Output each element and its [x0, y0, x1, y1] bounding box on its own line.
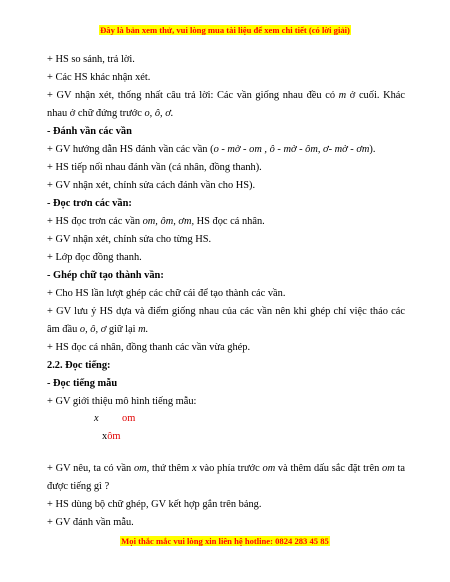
text-span: + GV nêu, ta có vần: [47, 463, 134, 474]
text-span: thứ thêm: [149, 463, 192, 474]
text-line: + HS tiếp nối nhau đánh vần (cá nhân, đồng thanh).: [47, 162, 262, 173]
text-span: + HS đọc trơn các vần: [47, 216, 143, 227]
text-span: + GV nhận xét, thống nhất câu trả lời: Các vần giống nhau đều có: [47, 90, 339, 101]
text-span: ta: [394, 463, 405, 474]
text-span: HS đọc cá nhân.: [194, 216, 265, 227]
text-span: + GV hướng dẫn HS đánh vần các vần (: [47, 144, 214, 155]
top-banner-text: Đây là bản xem thử, vui lòng mua tài liệu để xem chi tiết (có lời giải): [100, 25, 350, 35]
text-line: + Lớp đọc đồng thanh.: [47, 252, 142, 263]
text-span: vào phía trước: [196, 463, 263, 474]
model-consonant: x: [94, 413, 99, 424]
text-line: [47, 90, 405, 102]
italic-span: x: [191, 463, 197, 474]
text-span: ).: [369, 144, 376, 155]
italic-span: m.: [138, 324, 149, 335]
text-line: [47, 144, 405, 156]
text-line: [47, 216, 405, 228]
bottom-banner: [0, 536, 450, 546]
text-line: + GV lưu ý HS dựa và điểm giống nhau của các vần nên khi ghép chỉ việc tháo các: [47, 306, 405, 317]
text-line: + GV nhận xét, chỉnh sửa cách đánh vần cho HS).: [47, 180, 256, 191]
text-line: được tiếng gì ?: [47, 481, 110, 492]
text-line: + GV đánh vần mẫu.: [47, 517, 134, 528]
text-line: [47, 324, 405, 336]
top-banner: [0, 25, 450, 35]
italic-span: o, ô, ơ: [79, 324, 107, 335]
text-line: + GV giới thiệu mô hình tiếng mẫu:: [47, 396, 197, 407]
model-word-rhyme: ôm: [107, 431, 121, 442]
text-line: [47, 463, 405, 475]
italic-span: om: [382, 463, 395, 474]
text-line: [47, 108, 405, 120]
section-heading: - Đọc trơn các vần:: [47, 198, 132, 209]
text-span: nhau ở chữ đứng trước: [47, 108, 145, 119]
italic-span: m: [338, 90, 347, 101]
text-line: + GV nhận xét, chỉnh sửa cho từng HS.: [47, 234, 212, 245]
text-span: ở cuối. Khác: [346, 90, 405, 101]
word-model-parts: [94, 413, 174, 425]
text-span: giữ lại: [106, 324, 139, 335]
italic-span: om: [262, 463, 276, 474]
text-line: + Các HS khác nhận xét.: [47, 72, 151, 83]
italic-span: om,: [133, 463, 150, 474]
word-model-word: [102, 431, 182, 443]
italic-span: o - mờ - om , ô - mờ - ôm, ơ- mờ - ơm: [213, 144, 370, 155]
bottom-banner-text: Mọi thắc mắc vui lòng xin liên hệ hotline: 0824 283 45 85: [121, 536, 329, 546]
section-heading: 2.2. Đọc tiếng:: [47, 360, 111, 371]
section-heading: - Đánh vần các vần: [47, 126, 132, 137]
text-line: + Cho HS lần lượt ghép các chữ cái để tạo thành các vần.: [47, 288, 286, 299]
text-line: + HS so sánh, trả lời.: [47, 54, 135, 65]
model-word-consonant: x: [102, 431, 108, 442]
italic-span: o, ô, ơ.: [144, 108, 174, 119]
model-rhyme: om: [122, 413, 136, 424]
text-span: âm đầu: [47, 324, 80, 335]
section-heading: - Đọc tiếng mẫu: [47, 378, 118, 389]
section-heading: - Ghép chữ tạo thành vần:: [47, 270, 164, 281]
text-span: và thêm dấu sắc đặt trên: [275, 463, 383, 474]
text-line: + HS dùng bộ chữ ghép, GV kết hợp gắn trên bảng.: [47, 499, 262, 510]
text-line: + HS đọc cá nhân, đồng thanh các vần vừa ghép.: [47, 342, 251, 353]
italic-span: om, ôm, ơm,: [142, 216, 195, 227]
